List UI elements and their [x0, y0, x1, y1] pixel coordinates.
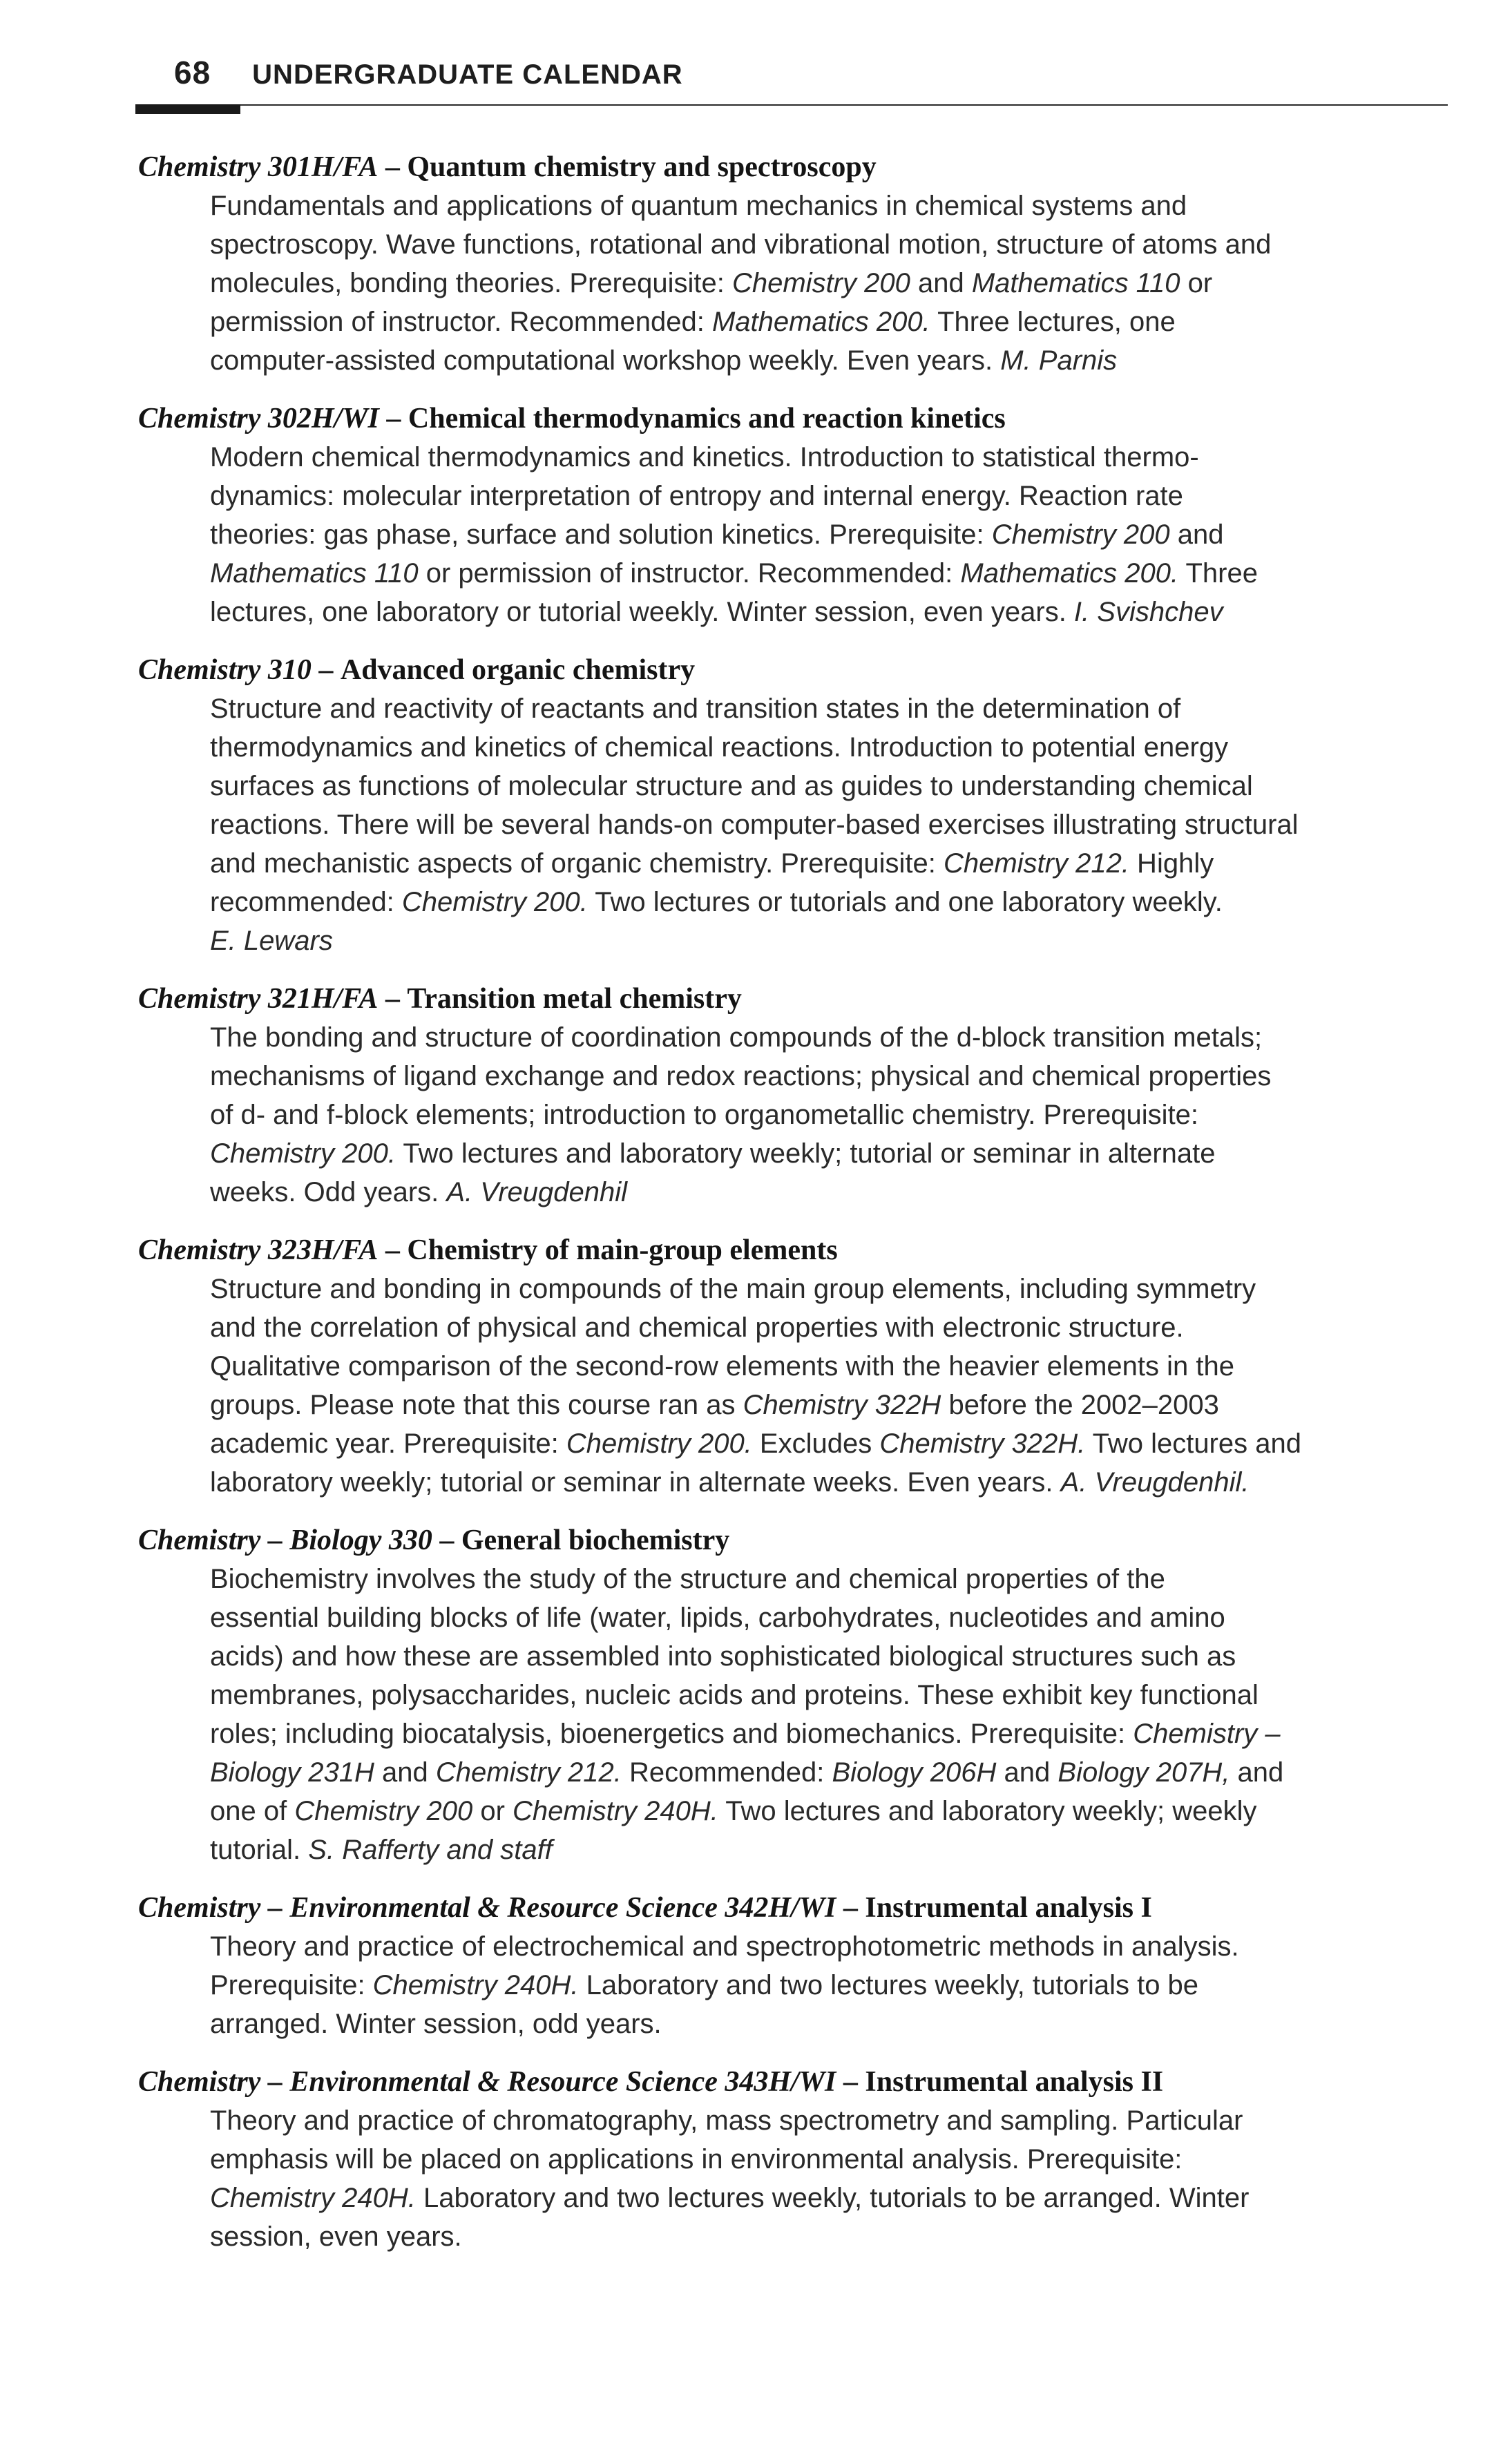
course-title: Chemical thermodynamics and reaction kinetics — [408, 403, 1006, 434]
heading-dash: – — [843, 2066, 858, 2098]
description-line: recommended: Chemistry 200. Two lectures or tutorials and one laboratory weekly. — [210, 887, 1223, 917]
italic-reference: Chemistry 240H. — [513, 1796, 718, 1826]
italic-reference: Chemistry 200 — [991, 519, 1170, 550]
course-heading — [138, 1521, 1447, 1560]
course-heading — [138, 2063, 1447, 2101]
course-entry — [138, 148, 1447, 380]
italic-reference: Chemistry 240H. — [210, 2183, 416, 2213]
course-title: Quantum chemistry and spectroscopy — [407, 151, 877, 183]
description-line: academic year. Prerequisite: Chemistry 200. Excludes Chemistry 322H. Two lectures and — [210, 1428, 1301, 1459]
heading-dash: – — [385, 1234, 400, 1266]
description-line: reactions. There will be several hands-on computer-based exercises illustrating structural — [210, 810, 1299, 840]
course-list — [138, 148, 1447, 2275]
description-line: Modern chemical thermodynamics and kinetics. Introduction to statistical thermo- — [210, 442, 1199, 472]
italic-reference: Biology 206H — [832, 1757, 997, 1788]
description-line: weeks. Odd years. A. Vreugdenhil — [210, 1177, 628, 1207]
page-number: 68 — [174, 55, 211, 90]
italic-reference: Mathematics 110 — [971, 268, 1180, 298]
description-line: tutorial. S. Rafferty and staff — [210, 1835, 553, 1865]
description-line: membranes, polysaccharides, nucleic acids and proteins. These exhibit key functional — [210, 1680, 1259, 1710]
heading-dash: – — [318, 654, 334, 686]
course-description — [210, 438, 1447, 631]
course-code: Chemistry 323H/FA — [138, 1234, 379, 1266]
header-rule-accent — [135, 104, 240, 114]
italic-reference: Chemistry 200 — [731, 268, 910, 298]
description-line: thermodynamics and kinetics of chemical reactions. Introduction to potential energy — [210, 732, 1229, 763]
description-line: Biology 231H and Chemistry 212. Recommended: Biology 206H and Biology 207H, and — [210, 1757, 1284, 1788]
heading-dash: – — [843, 1892, 858, 1924]
description-line: groups. Please note that this course ran as Chemistry 322H before the 2002–2003 — [210, 1390, 1219, 1420]
course-title: Instrumental analysis II — [865, 2066, 1164, 2098]
course-code: Chemistry – Biology 330 — [138, 1525, 432, 1556]
course-title: Instrumental analysis I — [865, 1892, 1152, 1924]
italic-reference: Chemistry 322H. — [879, 1428, 1086, 1459]
description-line: Qualitative comparison of the second-row elements with the heavier elements in the — [210, 1351, 1234, 1382]
description-line: theories: gas phase, surface and solution kinetics. Prerequisite: Chemistry 200 and — [210, 519, 1224, 550]
course-heading — [138, 148, 1447, 187]
italic-reference: E. Lewars — [210, 926, 333, 956]
italic-reference: Chemistry 240H. — [372, 1970, 579, 2000]
section-title: UNDERGRADUATE CALENDAR — [252, 59, 683, 90]
italic-reference: Biology 231H — [210, 1757, 374, 1788]
course-entry — [138, 979, 1447, 1212]
course-description — [210, 1927, 1447, 2043]
course-description — [210, 1018, 1447, 1212]
description-line: session, even years. — [210, 2221, 462, 2252]
description-line: Chemistry 240H. Laboratory and two lectures weekly, tutorials to be arranged. Winter — [210, 2183, 1250, 2213]
italic-reference: Biology 207H, — [1058, 1757, 1230, 1788]
course-entry — [138, 1889, 1447, 2043]
description-line: lectures, one laboratory or tutorial weekly. Winter session, even years. I. Svishchev — [210, 597, 1223, 627]
description-line: essential building blocks of life (water, lipids, carbohydrates, nucleotides and amino — [210, 1603, 1225, 1633]
description-line: laboratory weekly; tutorial or seminar in alternate weeks. Even years. A. Vreugdenhil. — [210, 1467, 1250, 1498]
description-line — [210, 921, 1447, 960]
italic-reference: I. Svishchev — [1073, 597, 1223, 627]
italic-reference: Chemistry – — [1133, 1719, 1281, 1749]
italic-reference: A. Vreugdenhil — [446, 1177, 628, 1207]
description-line: Structure and bonding in compounds of the main group elements, including symmetry — [210, 1274, 1256, 1304]
description-line: Prerequisite: Chemistry 240H. Laboratory and two lectures weekly, tutorials to be — [210, 1970, 1199, 2000]
description-line: roles; including biocatalysis, bioenergetics and biomechanics. Prerequisite: Chemistry – — [210, 1719, 1281, 1749]
heading-dash: – — [386, 403, 401, 434]
description-line: Theory and practice of electrochemical and spectrophotometric methods in analysis. — [210, 1931, 1239, 1962]
description-line: The bonding and structure of coordination compounds of the d-block transition metals; — [210, 1022, 1263, 1053]
course-entry — [138, 651, 1447, 960]
description-line: and the correlation of physical and chemical properties with electronic structure. — [210, 1312, 1184, 1343]
description-line: one of Chemistry 200 or Chemistry 240H. Two lectures and laboratory weekly; weekly — [210, 1796, 1257, 1826]
course-entry — [138, 1231, 1447, 1502]
course-entry — [138, 1521, 1447, 1869]
description-line: dynamics: molecular interpretation of entropy and internal energy. Reaction rate — [210, 481, 1183, 511]
course-code: Chemistry 310 — [138, 654, 312, 686]
course-entry — [138, 2063, 1447, 2256]
italic-reference: Mathematics 200. — [960, 558, 1179, 589]
course-description — [210, 1560, 1447, 1869]
course-title: Chemistry of main-group elements — [407, 1234, 838, 1266]
description-line: Chemistry 200. Two lectures and laboratory weekly; tutorial or seminar in alternate — [210, 1138, 1216, 1169]
course-description — [210, 689, 1447, 960]
course-title: Transition metal chemistry — [407, 983, 742, 1015]
italic-reference: Chemistry 322H — [743, 1390, 941, 1420]
italic-reference: A. Vreugdenhil. — [1060, 1467, 1250, 1498]
italic-reference: Chemistry 200. — [401, 887, 588, 917]
description-line: acids) and how these are assembled into sophisticated biological structures such as — [210, 1641, 1236, 1672]
description-line: Theory and practice of chromatography, mass spectrometry and sampling. Particular — [210, 2105, 1243, 2136]
course-entry — [138, 399, 1447, 631]
course-code: Chemistry 302H/WI — [138, 403, 379, 434]
heading-dash: – — [385, 983, 400, 1015]
description-line: arranged. Winter session, odd years. — [210, 2009, 662, 2039]
course-heading — [138, 399, 1447, 438]
course-title: Advanced organic chemistry — [340, 654, 696, 686]
description-line: mechanisms of ligand exchange and redox reactions; physical and chemical properties — [210, 1061, 1272, 1091]
description-line: computer-assisted computational workshop weekly. Even years. M. Parnis — [210, 345, 1118, 376]
italic-reference: Mathematics 110 — [210, 558, 419, 589]
italic-reference: Chemistry 212. — [435, 1757, 622, 1788]
description-line: surfaces as functions of molecular structure and as guides to understanding chemical — [210, 771, 1253, 801]
description-line: Mathematics 110 or permission of instructor. Recommended: Mathematics 200. Three — [210, 558, 1258, 589]
description-line: Fundamentals and applications of quantum mechanics in chemical systems and — [210, 191, 1187, 221]
course-code: Chemistry 301H/FA — [138, 151, 379, 183]
description-line: permission of instructor. Recommended: Mathematics 200. Three lectures, one — [210, 307, 1176, 337]
description-line: spectroscopy. Wave functions, rotational and vibrational motion, structure of atoms and — [210, 229, 1272, 260]
italic-reference: Chemistry 212. — [943, 848, 1129, 879]
italic-reference: Mathematics 200. — [711, 307, 930, 337]
description-line: of d- and f-block elements; introduction to organometallic chemistry. Prerequisite: — [210, 1100, 1199, 1130]
heading-dash: – — [385, 151, 400, 183]
course-description — [210, 1270, 1447, 1502]
course-heading — [138, 1231, 1447, 1270]
italic-reference: S. Rafferty and staff — [308, 1835, 553, 1865]
course-description — [210, 2101, 1447, 2256]
course-code: Chemistry – Environmental & Resource Science 342H/WI — [138, 1892, 836, 1924]
description-line: molecules, bonding theories. Prerequisite: Chemistry 200 and Mathematics 110 or — [210, 268, 1213, 298]
course-title: General biochemistry — [461, 1525, 730, 1556]
italic-reference: Chemistry 200 — [294, 1796, 473, 1826]
italic-reference: Chemistry 200. — [566, 1428, 752, 1459]
italic-reference: Chemistry 200. — [210, 1138, 396, 1169]
course-code: Chemistry – Environmental & Resource Science 343H/WI — [138, 2066, 836, 2098]
description-line: Structure and reactivity of reactants and transition states in the determination of — [210, 694, 1181, 724]
description-line: and mechanistic aspects of organic chemistry. Prerequisite: Chemistry 212. Highly — [210, 848, 1214, 879]
course-heading — [138, 1889, 1447, 1927]
description-line: Biochemistry involves the study of the structure and chemical properties of the — [210, 1564, 1165, 1594]
course-description — [210, 187, 1447, 380]
course-heading — [138, 651, 1447, 689]
description-line: emphasis will be placed on applications in environmental analysis. Prerequisite: — [210, 2144, 1183, 2175]
course-code: Chemistry 321H/FA — [138, 983, 379, 1015]
running-head — [174, 54, 683, 95]
header-rule — [135, 104, 1448, 106]
course-heading — [138, 979, 1447, 1018]
heading-dash: – — [439, 1525, 454, 1556]
italic-reference: M. Parnis — [1000, 345, 1118, 376]
